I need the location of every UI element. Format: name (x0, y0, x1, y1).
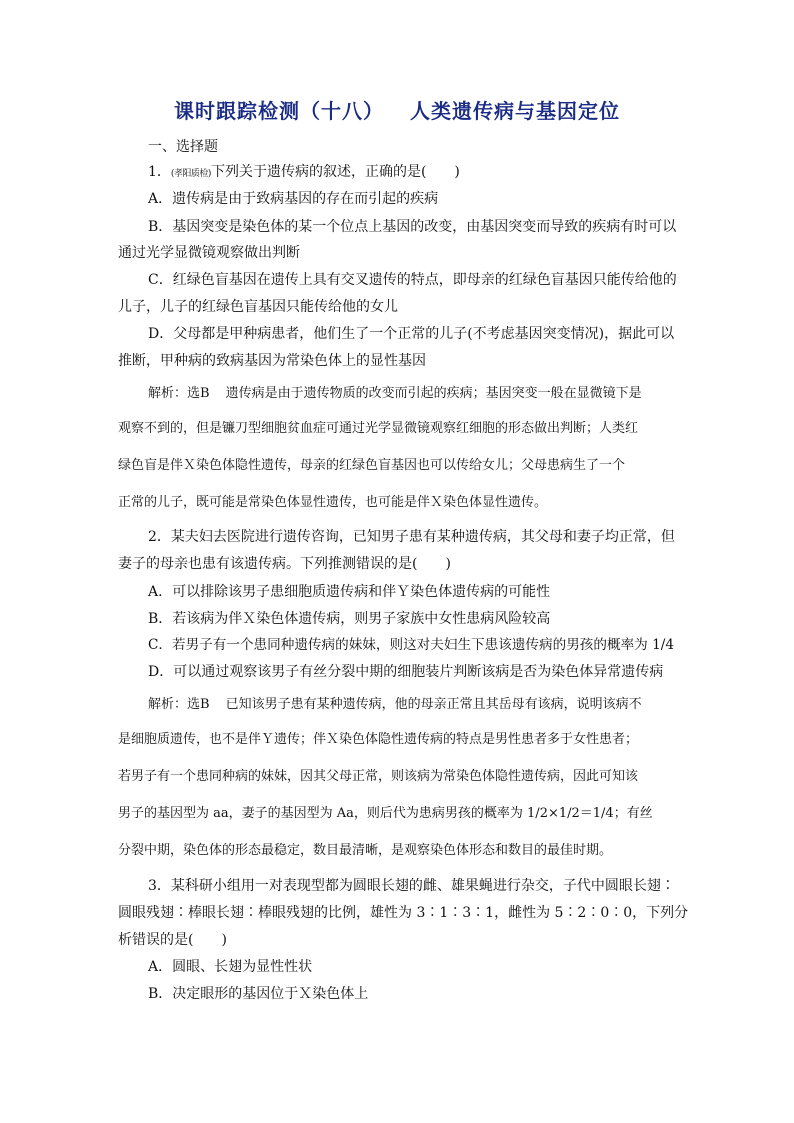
q2-explanation-line4: 男子的基因型为 aa，妻子的基因型为 Aa，则后代为患病男孩的概率为 1/2×1/2＝1/4；有丝 (118, 806, 653, 821)
q2-explanation-label: 解析：选B (148, 697, 210, 712)
q1-option-c-line2: 儿子，儿子的红绿色盲基因只能传给他的女儿 (118, 299, 398, 315)
q2-explanation-line5: 分裂中期，染色体的形态最稳定，数目最清晰，是观察染色体形态和数目的最佳时期。 (118, 843, 613, 858)
q1-option-b-line1: B．基因突变是染色体的某一个位点上基因的改变，由基因突变而导致的疾病有时可以 (148, 219, 677, 235)
q1-explanation-line3: 绿色盲是伴Ｘ染色体隐性遗传，母亲的红绿色盲基因也可以传给女儿；父母患病生了一个 (118, 458, 626, 473)
q2-option-d: D．可以通过观察该男子有丝分裂中期的细胞装片判断该病是否为染色体异常遗传病 (148, 664, 664, 680)
q1-explanation-line1 (148, 385, 642, 403)
q3-option-a: A．圆眼、长翅为显性性状 (148, 959, 313, 975)
q2-option-a: A．可以排除该男子患细胞质遗传病和伴Ｙ染色体遗传病的可能性 (148, 584, 551, 600)
q3-option-b: B．决定眼形的基因位于Ｘ染色体上 (148, 986, 369, 1002)
q1-explanation-label: 解析：选B (148, 386, 210, 401)
q1-stem (148, 163, 460, 183)
q1-option-a: A．遗传病是由于致病基因的存在而引起的疾病 (148, 191, 439, 207)
q1-option-c-line1: C．红绿色盲基因在遗传上具有交叉遗传的特点，即母亲的红绿色盲基因只能传给他的 (148, 272, 677, 288)
q1-number: 1． (148, 164, 171, 180)
q1-option-b-line2: 通过光学显微镜观察做出判断 (118, 245, 300, 261)
q1-explanation-line2: 观察不到的，但是镰刀型细胞贫血症可通过光学显微镜观察红细胞的形态做出判断；人类红 (118, 421, 639, 436)
q3-stem-line2: 圆眼残翅∶棒眼长翅∶棒眼残翅的比例，雄性为 3∶1∶3∶1，雌性为 5∶2∶0∶0，下列分 (118, 905, 689, 921)
q2-explanation-line3: 若男子有一个患同种病的妹妹，因其父母正常，则该病为常染色体隐性遗传病，因此可知该 (118, 769, 639, 784)
q2-stem-line1: 2．某夫妇去医院进行遗传咨询，已知男子患有某种遗传病，其父母和妻子均正常，但 (148, 529, 675, 545)
q3-stem-line3: 析错误的是( ) (118, 932, 227, 948)
q2-option-c: C．若男子有一个患同种遗传病的妹妹，则这对夫妇生下患该遗传病的男孩的概率为 1/4 (148, 637, 674, 653)
q1-option-d-line1: D．父母都是甲种病患者，他们生了一个正常的儿子(不考虑基因突变情况)，据此可以 (148, 326, 675, 342)
q1-option-d-line2: 推断，甲种病的致病基因为常染色体上的显性基因 (118, 353, 426, 369)
q1-explanation-text: 遗传病是由于遗传物质的改变而引起的疾病；基因突变一般在显微镜下是 (225, 386, 642, 401)
q2-explanation-line2: 是细胞质遗传，也不是伴Ｙ遗传；伴Ｘ染色体隐性遗传病的特点是男性患者多于女性患者； (118, 732, 639, 747)
q2-explanation-text: 已知该男子患有某种遗传病，他的母亲正常且其岳母有该病，说明该病不 (225, 697, 642, 712)
q2-option-b: B．若该病为伴Ｘ染色体遗传病，则男子家族中女性患病风险较高 (148, 611, 551, 627)
title-main: 课时跟踪检测（十八） (174, 99, 384, 123)
title-topic: 人类遗传病与基因定位 (410, 99, 620, 123)
page-title (0, 95, 794, 124)
q3-stem-line1: 3．某科研小组用一对表现型都为圆眼长翅的雌、雄果蝇进行杂交，子代中圆眼长翅∶ (148, 878, 675, 894)
section-heading: 一、选择题 (148, 139, 218, 155)
q2-explanation-line1 (148, 696, 642, 714)
q1-source-tag: (孝阳质检) (170, 169, 211, 179)
q2-stem-line2: 妻子的母亲也患有该遗传病。下列推测错误的是( ) (118, 556, 451, 572)
q1-explanation-line4: 正常的儿子，既可能是常染色体显性遗传，也可能是伴Ｘ染色体显性遗传。 (118, 495, 548, 510)
q1-question: 下列关于遗传病的叙述，正确的是( ) (210, 164, 460, 180)
